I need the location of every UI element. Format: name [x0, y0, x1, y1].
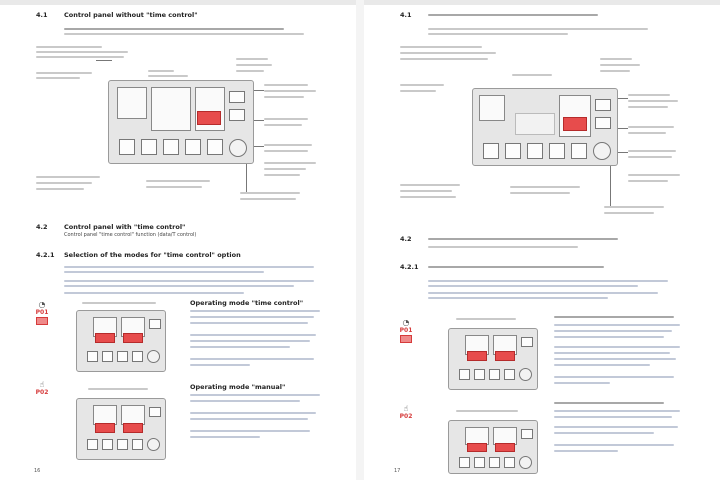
- text-line: [64, 280, 314, 282]
- text-line: [428, 292, 658, 294]
- panel-button: [149, 407, 161, 417]
- panel-button: [102, 351, 113, 362]
- text-line: [554, 358, 676, 360]
- mode-code: P02: [35, 389, 49, 396]
- panel-button: [504, 457, 515, 468]
- text-line: [36, 51, 128, 53]
- section-number: 4.1: [400, 11, 412, 19]
- text-line: [600, 64, 640, 66]
- text-line: [428, 280, 668, 282]
- text-line: [400, 184, 460, 186]
- callout-line: [254, 146, 264, 147]
- display-window: [117, 87, 147, 119]
- text-line: [148, 75, 188, 77]
- text-line: [400, 90, 436, 92]
- text-line: [264, 168, 306, 170]
- text-line: [400, 52, 496, 54]
- text-line: [554, 432, 654, 434]
- callout-line: [254, 120, 264, 121]
- section-title: Control panel without "time control": [64, 11, 198, 19]
- text-line: [554, 450, 618, 452]
- text-line: [236, 64, 272, 66]
- text-line: [190, 400, 300, 402]
- callout-line: [96, 60, 112, 61]
- callout-line: [618, 152, 628, 153]
- rotary-knob: [593, 142, 611, 160]
- text-line: [554, 376, 674, 378]
- hand-icon: ☝: [39, 380, 45, 389]
- section-number: 4.2.1: [400, 263, 419, 271]
- panel-button: [132, 351, 143, 362]
- panel-button: [571, 143, 587, 159]
- panel-button: [117, 351, 128, 362]
- red-display: [467, 443, 487, 452]
- text-line: [604, 212, 654, 214]
- mode-caption: Operating mode "manual": [190, 383, 286, 391]
- red-display: [563, 117, 587, 131]
- text-line: [36, 188, 84, 190]
- text-line: [264, 162, 316, 164]
- red-display-icon: [36, 317, 48, 325]
- section-number: 4.2.1: [36, 251, 55, 259]
- display-window: [93, 405, 117, 425]
- text-line: [264, 144, 312, 146]
- text-line: [628, 106, 668, 108]
- panel-button: [595, 99, 611, 111]
- panel-button: [117, 439, 128, 450]
- control-panel-mode2: [76, 398, 166, 460]
- text-line: [628, 156, 672, 158]
- text-line: [190, 334, 316, 336]
- text-line: [148, 70, 174, 72]
- text-line: [190, 358, 314, 360]
- panel-button: [185, 139, 201, 155]
- display-window: [479, 95, 505, 121]
- rotary-knob: [519, 368, 532, 381]
- panel-button: [483, 143, 499, 159]
- text-line: [628, 100, 678, 102]
- text-line: [64, 292, 244, 294]
- red-display: [95, 423, 115, 433]
- text-line: [554, 346, 680, 348]
- mode-code: P01: [35, 309, 49, 316]
- display-window: [515, 113, 555, 135]
- text-line: [190, 412, 316, 414]
- text-line: [554, 316, 674, 318]
- text-line: [190, 364, 250, 366]
- text-line: [428, 14, 598, 16]
- panel-button: [207, 139, 223, 155]
- text-line: [36, 72, 92, 74]
- rotary-knob: [147, 350, 160, 363]
- page-number: 17: [394, 468, 401, 474]
- panel-button: [474, 369, 485, 380]
- text-line: [36, 182, 92, 184]
- text-line: [64, 28, 284, 30]
- text-line: [264, 124, 302, 126]
- callout-line: [254, 90, 264, 91]
- text-line: [190, 418, 308, 420]
- text-line: [628, 132, 666, 134]
- text-line: [554, 444, 674, 446]
- section-title: Selection of the modes for "time control" option: [64, 251, 241, 259]
- left-page: [0, 0, 356, 480]
- text-line: [428, 238, 618, 240]
- panel-button: [504, 369, 515, 380]
- display-window: [151, 87, 191, 131]
- section-number: 4.1: [36, 11, 48, 19]
- hand-icon: ☝: [403, 404, 409, 413]
- text-line: [628, 150, 676, 152]
- panel-button: [102, 439, 113, 450]
- mode-badge-p01: [398, 318, 414, 343]
- text-line: [628, 174, 680, 176]
- text-line: [190, 310, 320, 312]
- text-line: [456, 318, 516, 320]
- text-line: [600, 58, 632, 60]
- mode-badge-p01: [34, 300, 50, 325]
- callout-line: [618, 98, 628, 99]
- text-line: [190, 340, 310, 342]
- panel-button: [459, 369, 470, 380]
- panel-button: [229, 109, 245, 121]
- text-line: [64, 271, 264, 273]
- text-line: [512, 74, 552, 76]
- mode-badge-p02: [398, 404, 414, 420]
- callout-line: [246, 164, 247, 192]
- text-line: [456, 410, 518, 412]
- panel-button: [474, 457, 485, 468]
- text-line: [64, 33, 304, 35]
- mode-badge-p02: [34, 380, 50, 396]
- text-line: [600, 70, 630, 72]
- text-line: [190, 430, 310, 432]
- clock-icon: ◔: [402, 318, 410, 327]
- text-line: [400, 58, 488, 60]
- text-line: [146, 186, 202, 188]
- text-line: [510, 186, 580, 188]
- text-line: [36, 77, 80, 79]
- panel-button: [132, 439, 143, 450]
- text-line: [190, 394, 320, 396]
- panel-button: [141, 139, 157, 155]
- mode-code: P02: [399, 413, 413, 420]
- callout-line: [618, 128, 628, 129]
- display-window: [121, 405, 145, 425]
- text-line: [236, 70, 264, 72]
- top-band: [364, 0, 720, 5]
- text-line: [400, 196, 456, 198]
- text-line: [554, 336, 664, 338]
- text-line: [400, 190, 452, 192]
- text-line: [628, 180, 668, 182]
- rotary-knob: [147, 438, 160, 451]
- text-line: [428, 285, 638, 287]
- text-line: [36, 176, 100, 178]
- text-line: [628, 94, 670, 96]
- text-line: [400, 84, 444, 86]
- text-line: [264, 96, 304, 98]
- text-line: [190, 316, 314, 318]
- control-panel-mode1: [448, 328, 538, 390]
- page-gutter: [356, 0, 364, 480]
- mode-code: P01: [399, 327, 413, 334]
- panel-button: [459, 457, 470, 468]
- control-panel-diagram: [472, 88, 618, 166]
- text-line: [428, 266, 604, 268]
- text-line: [428, 246, 578, 248]
- panel-button: [505, 143, 521, 159]
- text-line: [264, 90, 316, 92]
- panel-button: [527, 143, 543, 159]
- text-line: [64, 266, 314, 268]
- text-line: [264, 174, 300, 176]
- text-line: [190, 346, 290, 348]
- text-line: [190, 436, 260, 438]
- text-line: [554, 330, 672, 332]
- text-line: [236, 58, 268, 60]
- text-line: [400, 46, 482, 48]
- panel-button: [595, 117, 611, 129]
- text-line: [64, 285, 294, 287]
- panel-button: [489, 457, 500, 468]
- panel-button: [163, 139, 179, 155]
- red-display: [495, 443, 515, 452]
- clock-icon: ◔: [38, 300, 46, 309]
- control-panel-mode1: [76, 310, 166, 372]
- text-line: [240, 192, 300, 194]
- text-line: [554, 352, 670, 354]
- text-line: [554, 402, 664, 404]
- panel-button: [119, 139, 135, 155]
- panel-button: [87, 439, 98, 450]
- text-line: [82, 302, 156, 304]
- control-panel-mode2: [448, 420, 538, 474]
- text-line: [554, 426, 678, 428]
- top-band: [0, 0, 356, 5]
- text-line: [88, 388, 148, 390]
- control-panel-diagram: [108, 80, 254, 164]
- red-display: [495, 351, 515, 361]
- section-title: Control panel with "time control": [64, 223, 186, 231]
- rotary-knob: [519, 456, 532, 469]
- red-display: [95, 333, 115, 343]
- right-page: [364, 0, 720, 480]
- panel-button: [489, 369, 500, 380]
- text-line: [628, 126, 674, 128]
- section-subtitle: Control panel "time control" function (data/T control): [64, 232, 197, 238]
- red-display: [197, 111, 221, 125]
- page-number: 16: [34, 468, 41, 474]
- panel-button: [521, 337, 533, 347]
- red-display: [123, 333, 143, 343]
- text-line: [264, 84, 308, 86]
- red-display-icon: [400, 335, 412, 343]
- mode-caption: Operating mode "time control": [190, 299, 304, 307]
- section-number: 4.2: [36, 223, 48, 231]
- section-number: 4.2: [400, 235, 412, 243]
- rotary-knob: [229, 139, 247, 157]
- text-line: [554, 324, 680, 326]
- text-line: [554, 364, 650, 366]
- text-line: [604, 206, 664, 208]
- text-line: [264, 118, 308, 120]
- text-line: [428, 28, 648, 30]
- panel-button: [149, 319, 161, 329]
- text-line: [428, 33, 568, 35]
- red-display: [123, 423, 143, 433]
- text-line: [554, 416, 672, 418]
- panel-button: [87, 351, 98, 362]
- red-display: [467, 351, 487, 361]
- text-line: [36, 46, 102, 48]
- text-line: [554, 410, 680, 412]
- panel-button: [229, 91, 245, 103]
- text-line: [146, 180, 210, 182]
- text-line: [264, 150, 308, 152]
- callout-line: [610, 166, 611, 206]
- text-line: [428, 297, 608, 299]
- panel-button: [549, 143, 565, 159]
- panel-button: [521, 429, 533, 439]
- text-line: [190, 322, 308, 324]
- text-line: [36, 56, 124, 58]
- text-line: [240, 198, 296, 200]
- text-line: [510, 192, 570, 194]
- text-line: [554, 382, 610, 384]
